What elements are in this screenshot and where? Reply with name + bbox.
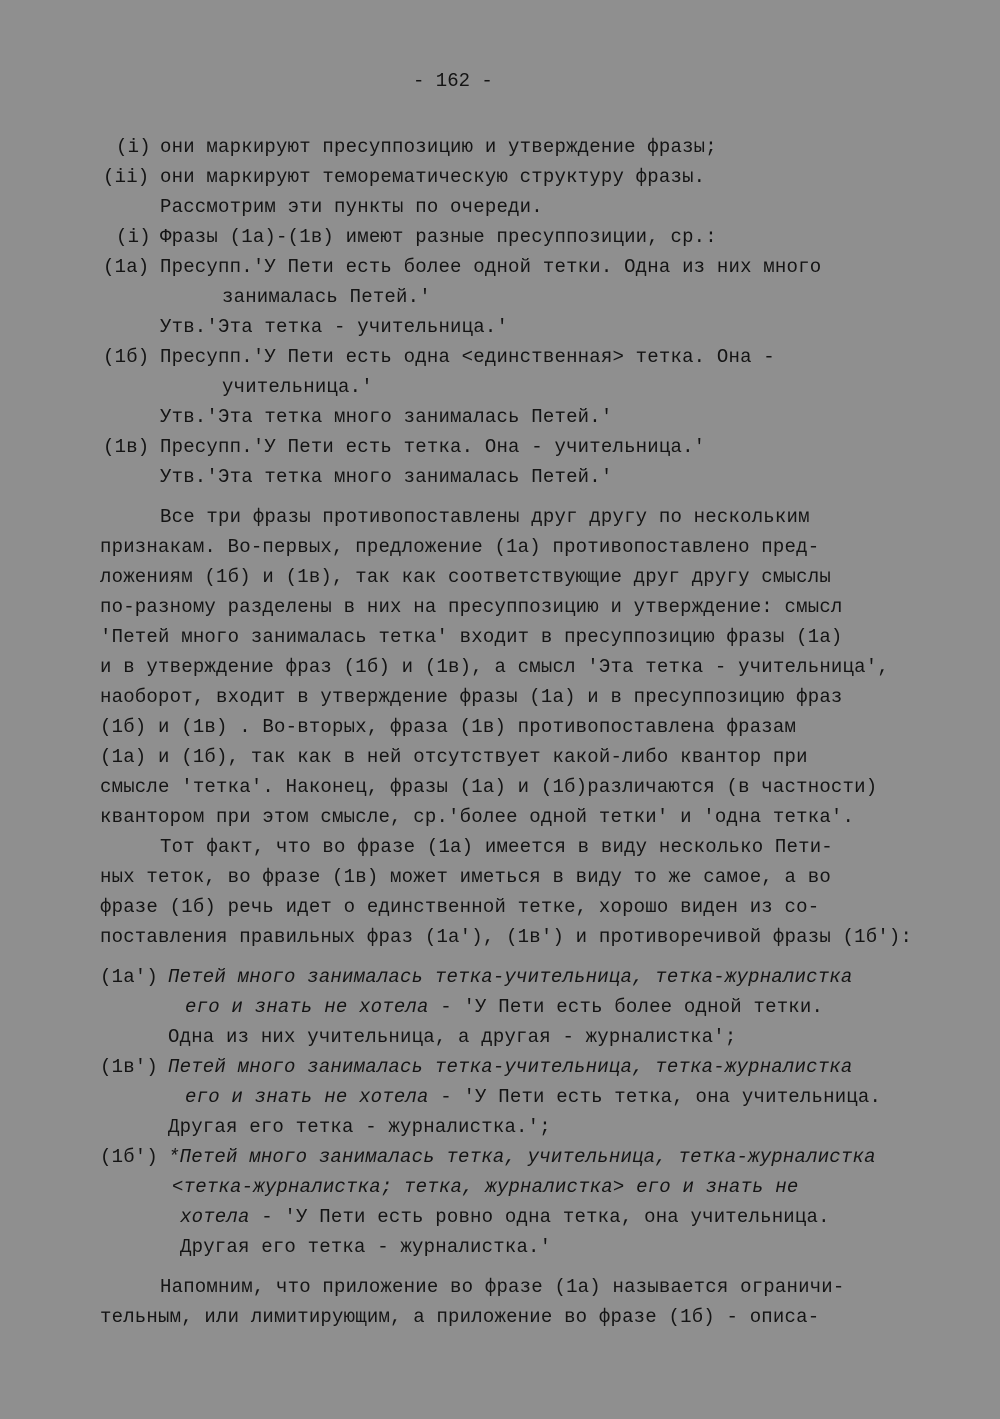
text-line: они маркируют пресуппозицию и утверждение фразы;	[160, 136, 717, 158]
text-line: Фразы (1а)-(1в) имеют разные пресуппозиции, ср.:	[160, 226, 717, 248]
paragraph-line: и в утверждение фраз (1б) и (1в), а смысл 'Эта тетка - учительница',	[100, 656, 889, 678]
paragraph-line: 'Петей много занималась тетка' входит в пресуппозицию фразы (1а)	[100, 626, 843, 648]
example-label: (1б)	[103, 346, 150, 368]
text-line: занималась Петей.'	[222, 286, 431, 308]
paragraph-line: тельным, или лимитирующим, а приложение во фразе (1б) - описа-	[100, 1306, 820, 1328]
text-line	[185, 1086, 881, 1108]
page-number: - 162 -	[413, 70, 493, 92]
example-italic: *Петей много занималась тетка, учительница, тетка-журналистка	[168, 1146, 876, 1168]
example-italic: хотела	[180, 1206, 250, 1228]
text-line: Рассмотрим эти пункты по очереди.	[160, 196, 543, 218]
example-italic: <тетка-журналистка; тетка, журналистка> его и знать не	[172, 1176, 799, 1198]
example-label: (1в)	[103, 436, 150, 458]
example-italic: Петей много занималась тетка-учительница, тетка-журналистка	[168, 1056, 853, 1078]
gloss-text: - 'У Пети есть ровно одна тетка, она учительница.	[249, 1206, 830, 1228]
paragraph-line: Тот факт, что во фразе (1а) имеется в виду несколько Пети-	[160, 836, 833, 858]
paragraph-line: признакам. Во-первых, предложение (1а) противопоставлено пред-	[100, 536, 820, 558]
text-line: учительница.'	[222, 376, 373, 398]
paragraph-line: (1а) и (1б), так как в ней отсутствует какой-либо квантор при	[100, 746, 808, 768]
paragraph-line: квантором при этом смысле, ср.'более одной тетки' и 'одна тетка'.	[100, 806, 855, 828]
example-label: (1в')	[100, 1056, 159, 1078]
example-label: (1а)	[103, 256, 150, 278]
text-line	[185, 996, 823, 1018]
text-line	[180, 1206, 830, 1228]
text-line: Другая его тетка - журналистка.'	[180, 1236, 552, 1258]
text-line: Утв.'Эта тетка - учительница.'	[160, 316, 509, 338]
paragraph-line: ных теток, во фразе (1в) может иметься в виду то же самое, а во	[100, 866, 831, 888]
text-line: Пресупп.'У Пети есть одна <единственная> тетка. Она -	[160, 346, 775, 368]
text-line: Утв.'Эта тетка много занималась Петей.'	[160, 406, 613, 428]
text-line: Утв.'Эта тетка много занималась Петей.'	[160, 466, 613, 488]
example-italic: его и знать не хотела	[185, 996, 429, 1018]
text-line: Пресупп.'У Пети есть более одной тетки. Одна из них много	[160, 256, 822, 278]
paragraph-line: (1б) и (1в) . Во-вторых, фраза (1в) противопоставлена фразам	[100, 716, 797, 738]
text-line: Одна из них учительница, а другая - журналистка';	[168, 1026, 737, 1048]
paragraph-line: фразе (1б) речь идет о единственной тетке, хорошо виден из со-	[100, 896, 820, 918]
example-label: (1б')	[100, 1146, 159, 1168]
gloss-text: - 'У Пети есть более одной тетки.	[428, 996, 824, 1018]
example-italic: его и знать не хотела	[185, 1086, 429, 1108]
paragraph-line: Напомним, что приложение во фразе (1а) называется ограничи-	[160, 1276, 845, 1298]
list-label: (i)	[116, 226, 151, 248]
list-label: (ii)	[103, 166, 150, 188]
paragraph-line: смысле 'тетка'. Наконец, фразы (1а) и (1б)различаются (в частности)	[100, 776, 878, 798]
example-label: (1а')	[100, 966, 159, 988]
paragraph-line: наоборот, входит в утверждение фразы (1а) и в пресуппозицию фраз	[100, 686, 843, 708]
text-line: они маркируют теморематическую структуру фразы.	[160, 166, 706, 188]
paragraph-line: ложениям (1б) и (1в), так как соответствующие друг другу смыслы	[100, 566, 831, 588]
paragraph-line: по-разному разделены в них на пресуппозицию и утверждение: смысл	[100, 596, 843, 618]
paragraph-line: Все три фразы противопоставлены друг другу по нескольким	[160, 506, 810, 528]
text-line: Другая его тетка - журналистка.';	[168, 1116, 551, 1138]
paragraph-line: поставления правильных фраз (1а'), (1в') и противоречивой фразы (1б'):	[100, 926, 913, 948]
list-label: (i)	[116, 136, 151, 158]
example-italic: Петей много занималась тетка-учительница, тетка-журналистка	[168, 966, 853, 988]
gloss-text: - 'У Пети есть тетка, она учительница.	[428, 1086, 882, 1108]
text-line: Пресупп.'У Пети есть тетка. Она - учительница.'	[160, 436, 706, 458]
